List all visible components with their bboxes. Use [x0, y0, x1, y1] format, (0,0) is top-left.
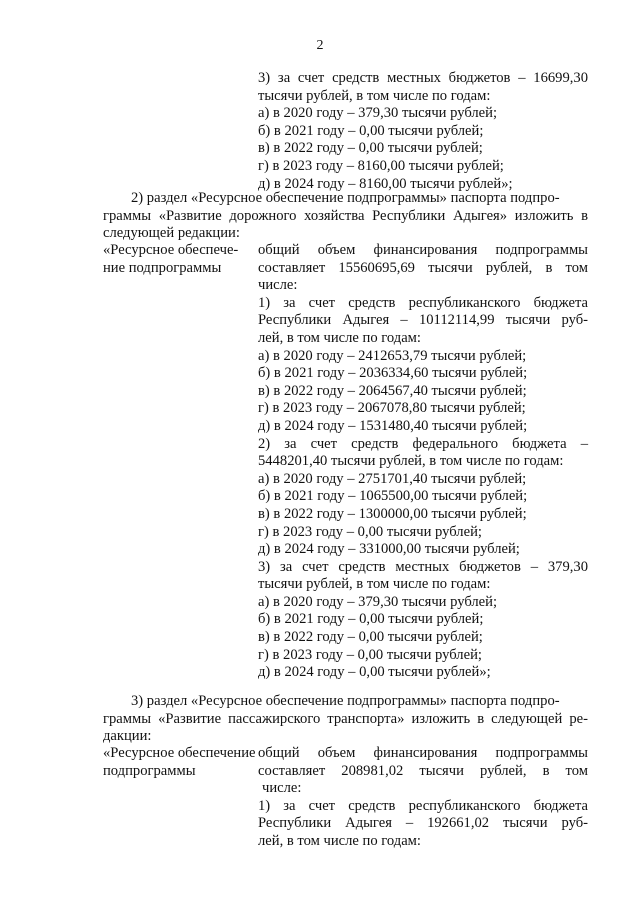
text-line: д) в 2024 году – 0,00 тысячи рублей»; — [258, 664, 491, 681]
text-line: 2) за счет средств федерального бюджета – — [258, 435, 588, 452]
text-line: а) в 2020 году – 379,30 тысячи рублей; — [258, 105, 498, 122]
text-line: 5448201,40 тысячи рублей, в том числе по годам: — [258, 453, 564, 470]
text-line: а) в 2020 году – 379,30 тысячи рублей; — [258, 593, 498, 610]
text-line: д) в 2024 году – 331000,00 тысячи рублей; — [258, 541, 520, 558]
text-line: г) в 2023 году – 0,00 тысячи рублей; — [258, 646, 482, 663]
text-line: 1) за счет средств республиканского бюджета — [258, 294, 588, 311]
text-line: числе: — [258, 277, 298, 294]
text-line: а) в 2020 году – 2751701,40 тысячи рублей; — [258, 470, 527, 487]
text-line: составляет 208981,02 тысячи рублей, в том — [258, 762, 588, 779]
text-line: лей, в том числе по годам: — [258, 329, 421, 346]
text-line: б) в 2021 году – 1065500,00 тысячи рублей; — [258, 488, 528, 505]
text-line: лей, в том числе по годам: — [258, 832, 421, 849]
table-2-content — [258, 242, 588, 682]
text-line: ние подпрограммы — [103, 259, 222, 276]
text-line: г) в 2023 году – 2067078,80 тысячи рублей; — [258, 400, 526, 417]
text-line: б) в 2021 году – 0,00 тысячи рублей; — [258, 122, 484, 139]
text-line: в) в 2022 году – 2064567,40 тысячи рублей; — [258, 382, 527, 399]
section-2-paragraph — [103, 190, 588, 243]
text-line: б) в 2021 году – 2036334,60 тысячи рублей; — [258, 365, 528, 382]
text-line: 3) за счет средств местных бюджетов – 379,30 — [258, 558, 588, 575]
text-line: г) в 2023 году – 0,00 тысячи рублей; — [258, 523, 482, 540]
text-line: Республики Адыгея – 192661,02 тысячи руб- — [258, 815, 588, 832]
text-line: общий объем финансирования подпрограммы — [258, 745, 588, 761]
text-line: 3) за счет средств местных бюджетов – 16699,30 — [258, 70, 588, 86]
text-line: 1) за счет средств республиканского бюджета — [258, 797, 588, 814]
text-line: Республики Адыгея – 10112114,99 тысячи руб- — [258, 312, 588, 329]
text-line: дакции: — [103, 728, 152, 745]
text-line: б) в 2021 году – 0,00 тысячи рублей; — [258, 611, 484, 628]
section-3-paragraph — [103, 693, 588, 746]
text-line: тысячи рублей, в том числе по годам: — [258, 576, 491, 593]
text-line: «Ресурсное обеспечение — [103, 745, 256, 761]
text-line: 2) раздел «Ресурсное обеспечение подпрограммы» паспорта подпро- — [131, 190, 560, 206]
text-line: граммы «Развитие пассажирского транспорта» изложить в следующей ре- — [103, 710, 588, 727]
page-number: 2 — [316, 38, 324, 53]
text-line: а) в 2020 году – 2412653,79 тысячи рублей; — [258, 347, 527, 364]
local-budget-continuation — [258, 70, 588, 193]
text-line: 3) раздел «Ресурсное обеспечение подпрограммы» паспорта подпро- — [131, 693, 560, 709]
text-line: следующей редакции: — [103, 225, 240, 242]
text-line: в) в 2022 году – 1300000,00 тысячи рублей; — [258, 505, 527, 522]
table-3-content — [258, 745, 588, 851]
text-line: тысячи рублей, в том числе по годам: — [258, 87, 491, 104]
text-line: г) в 2023 году – 8160,00 тысячи рублей; — [258, 157, 504, 174]
table-3-label — [103, 745, 268, 780]
text-line: общий объем финансирования подпрограммы — [258, 242, 588, 258]
text-line: д) в 2024 году – 1531480,40 тысячи рублей; — [258, 417, 528, 434]
text-line: в) в 2022 году – 0,00 тысячи рублей; — [258, 629, 483, 646]
table-2-label — [103, 242, 268, 277]
text-line: подпрограммы — [103, 762, 196, 779]
text-line: граммы «Развитие дорожного хозяйства Республики Адыгея» изложить в — [103, 207, 588, 224]
text-line: «Ресурсное обеспече- — [103, 242, 239, 258]
text-line: д) в 2024 году – 8160,00 тысячи рублей»; — [258, 175, 513, 192]
text-line: составляет 15560695,69 тысячи рублей, в том — [258, 259, 588, 276]
text-line: в) в 2022 году – 0,00 тысячи рублей; — [258, 140, 483, 157]
text-line: числе: — [262, 780, 302, 797]
